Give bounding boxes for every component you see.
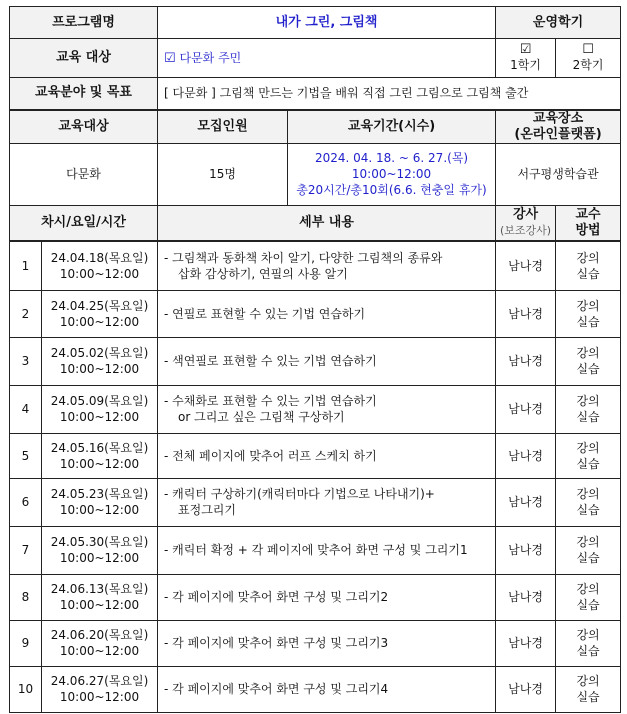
schedule-row xyxy=(10,337,621,385)
session-content xyxy=(158,433,496,478)
session-datetime xyxy=(42,290,158,337)
session-content xyxy=(158,666,496,712)
summary-recruit-header: 모집인원 xyxy=(158,110,288,144)
session-instructor: 남나경 xyxy=(496,385,556,433)
session-method xyxy=(556,666,621,712)
session-datetime xyxy=(42,433,158,478)
target-label: 교육 대상 xyxy=(10,39,158,78)
session-datetime xyxy=(42,337,158,385)
session-datetime xyxy=(42,478,158,526)
session-instructor: 남나경 xyxy=(496,526,556,574)
session-method-line1: 강의 xyxy=(576,582,600,596)
summary-place-header xyxy=(496,110,621,144)
target-value: 다문화 주민 xyxy=(179,51,242,65)
session-method xyxy=(556,478,621,526)
schedule-row xyxy=(10,574,621,620)
session-method-line1: 강의 xyxy=(576,298,600,313)
session-content-line1: - 연필로 표현할 수 있는 기법 연습하기 xyxy=(164,306,366,321)
session-instructor: 남나경 xyxy=(496,620,556,666)
session-number: 2 xyxy=(10,290,42,337)
summary-period xyxy=(288,143,496,205)
session-datetime xyxy=(42,241,158,290)
schedule-row xyxy=(10,478,621,526)
session-date: 24.06.13(목요일) xyxy=(50,582,149,596)
program-name-label: 프로그램명 xyxy=(10,7,158,39)
session-date: 24.05.09(목요일) xyxy=(50,394,149,408)
session-time: 10:00~12:00 xyxy=(59,314,140,329)
session-date: 24.06.27(목요일) xyxy=(50,674,149,688)
session-datetime xyxy=(42,620,158,666)
semester-label: 운영학기 xyxy=(496,7,621,39)
session-content xyxy=(158,385,496,433)
period-line3: 총20시간/총10회(6.6. 현충일 휴가) xyxy=(296,183,487,197)
session-method-line1: 강의 xyxy=(576,440,600,455)
schedule-body xyxy=(10,241,621,712)
summary-recruit: 15명 xyxy=(158,143,288,205)
target-checkbox-icon: ☑ xyxy=(164,51,176,66)
summary-period-header: 교육기간(시수) xyxy=(288,110,496,144)
session-instructor: 남나경 xyxy=(496,337,556,385)
schedule-row xyxy=(10,620,621,666)
session-content xyxy=(158,337,496,385)
session-content-line1: - 캐릭터 구상하기(캐릭터마다 기법으로 나타내기)+ xyxy=(164,487,435,501)
session-method-line2: 실습 xyxy=(576,644,600,658)
session-method xyxy=(556,620,621,666)
session-method xyxy=(556,574,621,620)
schedule-instructor-header xyxy=(496,205,556,241)
session-time: 10:00~12:00 xyxy=(59,266,140,281)
session-method-line2: 실습 xyxy=(576,266,600,281)
schedule-row xyxy=(10,526,621,574)
field-label: 교육분야 및 목표 xyxy=(10,78,158,110)
session-number: 6 xyxy=(10,478,42,526)
session-datetime xyxy=(42,574,158,620)
summary-target: 다문화 xyxy=(10,143,158,205)
session-method-line2: 실습 xyxy=(576,690,600,704)
session-content-line1: - 전체 페이지에 맞추어 러프 스케치 하기 xyxy=(164,448,377,463)
session-content-line1: - 각 페이지에 맞추어 화면 구성 및 그리기4 xyxy=(164,682,389,696)
session-method-line2: 실습 xyxy=(576,456,600,471)
session-method xyxy=(556,526,621,574)
session-date: 24.04.25(목요일) xyxy=(50,298,149,313)
session-content-line2: 표정그리기 xyxy=(178,503,236,517)
session-method xyxy=(556,241,621,290)
semester-1-label: 1학기 xyxy=(510,58,541,72)
place-header-line1: 교육장소 xyxy=(532,110,584,126)
session-number: 7 xyxy=(10,526,42,574)
session-content-line1: - 각 페이지에 맞추어 화면 구성 및 그리기3 xyxy=(164,636,389,650)
session-datetime xyxy=(42,526,158,574)
instructor-header-main: 강사 xyxy=(512,206,539,222)
session-method-line1: 강의 xyxy=(576,250,600,265)
place-header-line2: (온라인플랫폼) xyxy=(514,126,602,142)
session-date: 24.04.18(목요일) xyxy=(50,250,149,265)
session-method-line2: 실습 xyxy=(576,551,600,565)
schedule-session-header: 차시/요일/시간 xyxy=(10,205,158,241)
session-method xyxy=(556,385,621,433)
session-content-line1: - 캐릭터 확정 + 각 페이지에 맞추어 화면 구성 및 그리기1 xyxy=(164,543,468,557)
session-method-line1: 강의 xyxy=(576,346,600,360)
semester-2-label: 2학기 xyxy=(572,58,604,72)
period-line1: 2024. 04. 18. ~ 6. 27.(목) xyxy=(314,151,469,165)
schedule-row xyxy=(10,290,621,337)
session-instructor: 남나경 xyxy=(496,574,556,620)
session-content-line1: - 그림책과 동화책 차이 알기, 다양한 그림책의 종류와 xyxy=(164,250,443,265)
schedule-row xyxy=(10,433,621,478)
session-time: 10:00~12:00 xyxy=(59,456,140,471)
session-number: 1 xyxy=(10,241,42,290)
session-time: 10:00~12:00 xyxy=(59,503,140,517)
session-number: 5 xyxy=(10,433,42,478)
session-method-line1: 강의 xyxy=(576,628,600,642)
session-content-line2: or 그리고 싶은 그림책 구상하기 xyxy=(178,410,345,424)
instructor-header-sub: (보조강사) xyxy=(499,223,552,237)
semester-1-cell xyxy=(496,39,556,78)
session-number: 9 xyxy=(10,620,42,666)
session-method-line2: 실습 xyxy=(576,314,600,329)
session-time: 10:00~12:00 xyxy=(59,690,140,704)
session-instructor: 남나경 xyxy=(496,241,556,290)
session-method xyxy=(556,337,621,385)
schedule-row xyxy=(10,385,621,433)
session-instructor: 남나경 xyxy=(496,290,556,337)
session-time: 10:00~12:00 xyxy=(59,362,140,376)
session-method-line1: 강의 xyxy=(576,394,600,408)
session-method-line2: 실습 xyxy=(576,503,600,517)
session-date: 24.05.16(목요일) xyxy=(50,440,149,455)
session-content-line1: - 색연필로 표현할 수 있는 기법 연습하기 xyxy=(164,354,377,368)
session-date: 24.05.30(목요일) xyxy=(50,535,149,549)
session-method-line1: 강의 xyxy=(576,674,600,688)
session-method-line2: 실습 xyxy=(576,362,600,376)
session-content-line1: - 수채화로 표현할 수 있는 기법 연습하기 xyxy=(164,394,377,408)
session-content xyxy=(158,620,496,666)
session-content xyxy=(158,241,496,290)
summary-target-header: 교육대상 xyxy=(10,110,158,144)
session-content-line1: - 각 페이지에 맞추어 화면 구성 및 그리기2 xyxy=(164,590,389,604)
session-time: 10:00~12:00 xyxy=(59,598,140,612)
session-date: 24.05.23(목요일) xyxy=(50,487,149,501)
session-instructor: 남나경 xyxy=(496,666,556,712)
session-datetime xyxy=(42,666,158,712)
session-instructor: 남나경 xyxy=(496,478,556,526)
session-time: 10:00~12:00 xyxy=(59,551,140,565)
summary-place: 서구평생학습관 xyxy=(496,143,621,205)
schedule-row xyxy=(10,241,621,290)
program-table xyxy=(9,6,621,713)
schedule-row xyxy=(10,666,621,712)
session-number: 4 xyxy=(10,385,42,433)
program-name: 내가 그린, 그림책 xyxy=(158,7,496,39)
session-number: 10 xyxy=(10,666,42,712)
period-line2: 10:00~12:00 xyxy=(351,167,432,181)
session-content xyxy=(158,574,496,620)
session-method-line1: 강의 xyxy=(576,535,600,549)
session-datetime xyxy=(42,385,158,433)
session-instructor: 남나경 xyxy=(496,433,556,478)
semester-2-checkbox-icon: ☐ xyxy=(582,42,594,57)
session-number: 3 xyxy=(10,337,42,385)
schedule-method-header xyxy=(556,205,621,241)
session-content-line2: 삽화 감상하기, 연필의 사용 알기 xyxy=(178,266,348,281)
session-content xyxy=(158,526,496,574)
method-header-line1: 교수 xyxy=(575,206,601,222)
semester-1-checkbox-icon: ☑ xyxy=(519,42,532,57)
target-value-cell xyxy=(158,39,496,78)
session-method-line2: 실습 xyxy=(576,410,600,424)
session-number: 8 xyxy=(10,574,42,620)
schedule-content-header: 세부 내용 xyxy=(158,205,496,241)
session-method xyxy=(556,290,621,337)
semester-2-cell xyxy=(556,39,621,78)
session-time: 10:00~12:00 xyxy=(59,410,140,424)
session-time: 10:00~12:00 xyxy=(59,644,140,658)
method-header-line2: 방법 xyxy=(575,222,601,238)
session-content xyxy=(158,478,496,526)
session-date: 24.05.02(목요일) xyxy=(50,346,149,360)
session-method-line2: 실습 xyxy=(576,598,600,612)
session-method-line1: 강의 xyxy=(576,487,600,501)
session-content xyxy=(158,290,496,337)
session-method xyxy=(556,433,621,478)
session-date: 24.06.20(목요일) xyxy=(50,628,149,642)
field-value: [ 다문화 ] 그림책 만드는 기법을 배워 직접 그린 그림으로 그림책 출간 xyxy=(158,78,621,110)
